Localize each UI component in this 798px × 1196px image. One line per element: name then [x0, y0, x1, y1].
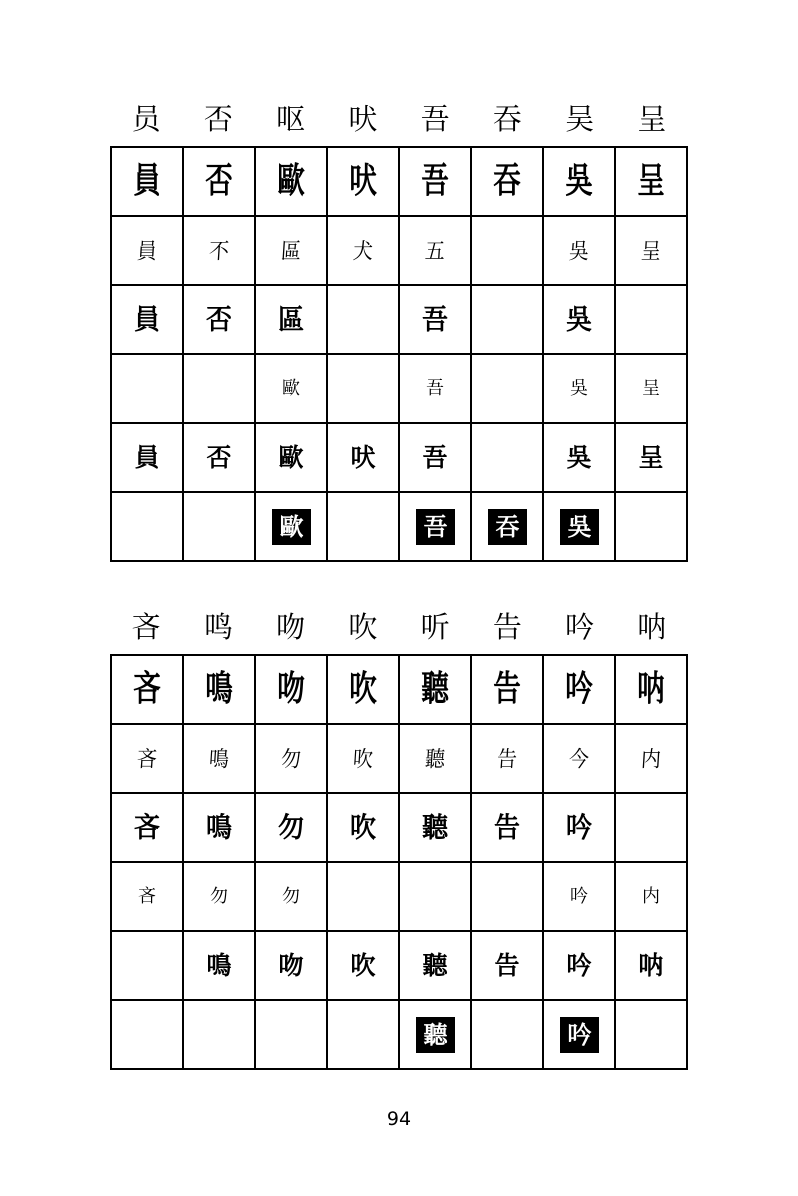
chart-cell — [544, 217, 616, 286]
chart-heading-row-2 — [110, 600, 688, 654]
chart-cell — [400, 217, 472, 286]
chart-cell — [184, 148, 256, 217]
glyph-seal: 吟 — [565, 668, 593, 710]
glyph-modern: 吟 — [566, 951, 592, 980]
glyph-seal: 員 — [133, 160, 161, 202]
chart-cell — [328, 217, 400, 286]
chart-cell — [400, 424, 472, 493]
glyph-oracle: 呈 — [640, 237, 662, 264]
glyph-oracle: 告 — [496, 745, 518, 772]
chart-cell — [256, 725, 328, 794]
chart-cell — [112, 932, 184, 1001]
glyph-oracle: 鳴 — [208, 745, 230, 772]
glyph-seal: 吞 — [493, 160, 521, 202]
chart-cell — [184, 1001, 256, 1070]
glyph-modern: 呐 — [638, 951, 664, 980]
glyph-seal: 歐 — [277, 160, 305, 202]
chart-cell — [184, 725, 256, 794]
chart-heading-cell: 吾 — [420, 101, 450, 136]
chart-cell — [112, 725, 184, 794]
glyph-bronze: 吹 — [349, 811, 376, 844]
chart-cell — [472, 217, 544, 286]
glyph-modern: 員 — [134, 443, 160, 472]
chart-cell — [184, 794, 256, 863]
glyph-bronze: 吳 — [565, 303, 592, 336]
glyph-bronze: 吝 — [133, 811, 160, 844]
glyph-modern: 吠 — [350, 443, 376, 472]
chart-heading-cell: 鸣 — [203, 609, 233, 644]
chart-cell — [256, 424, 328, 493]
glyph-seal: 否 — [205, 160, 233, 202]
chart-cell — [544, 286, 616, 355]
chart-cell — [328, 493, 400, 562]
glyph-small: 吳 — [570, 377, 588, 399]
chart-grid-2 — [110, 654, 688, 1070]
chart-cell — [616, 656, 688, 725]
glyph-modern: 否 — [206, 443, 232, 472]
character-chart-block-2 — [110, 600, 688, 1070]
chart-heading-cell: 吻 — [276, 609, 306, 644]
chart-cell — [256, 863, 328, 932]
glyph-stamp: 吾 — [416, 509, 455, 545]
glyph-seal: 呈 — [637, 160, 665, 202]
chart-cell — [544, 932, 616, 1001]
glyph-small: 歐 — [282, 377, 300, 399]
chart-cell — [616, 355, 688, 424]
chart-heading-cell: 吹 — [348, 609, 378, 644]
chart-cell — [112, 794, 184, 863]
chart-cell — [472, 286, 544, 355]
chart-cell — [328, 725, 400, 794]
glyph-bronze: 員 — [133, 303, 160, 336]
chart-cell — [184, 656, 256, 725]
glyph-oracle: 犬 — [352, 237, 374, 264]
chart-cell — [544, 794, 616, 863]
chart-cell — [256, 217, 328, 286]
glyph-oracle: 不 — [208, 237, 230, 264]
chart-cell — [400, 148, 472, 217]
chart-cell — [616, 493, 688, 562]
glyph-stamp: 歐 — [272, 509, 311, 545]
chart-cell — [400, 725, 472, 794]
chart-cell — [328, 863, 400, 932]
chart-cell — [184, 355, 256, 424]
glyph-stamp: 聽 — [416, 1017, 455, 1053]
chart-heading-cell: 呈 — [637, 101, 667, 136]
glyph-oracle: 吝 — [136, 745, 158, 772]
chart-cell — [400, 355, 472, 424]
chart-cell — [616, 1001, 688, 1070]
chart-cell — [544, 863, 616, 932]
chart-cell — [400, 286, 472, 355]
chart-cell — [112, 217, 184, 286]
chart-cell — [472, 656, 544, 725]
chart-cell — [400, 656, 472, 725]
chart-cell — [544, 148, 616, 217]
glyph-seal: 告 — [493, 668, 521, 710]
glyph-modern: 吳 — [566, 443, 592, 472]
chart-cell — [472, 725, 544, 794]
glyph-seal: 吠 — [349, 160, 377, 202]
glyph-seal: 吾 — [421, 160, 449, 202]
chart-cell — [544, 1001, 616, 1070]
chart-heading-cell: 否 — [203, 101, 233, 136]
chart-cell — [112, 355, 184, 424]
chart-cell — [400, 863, 472, 932]
chart-cell — [328, 148, 400, 217]
glyph-oracle: 内 — [640, 745, 662, 772]
glyph-small: 勿 — [282, 885, 300, 907]
chart-heading-cell: 告 — [492, 609, 522, 644]
page-number: 94 — [386, 1108, 412, 1130]
glyph-bronze: 否 — [205, 303, 232, 336]
glyph-seal: 吻 — [277, 668, 305, 710]
chart-cell — [400, 932, 472, 1001]
chart-cell — [400, 1001, 472, 1070]
chart-cell — [472, 1001, 544, 1070]
chart-cell — [544, 424, 616, 493]
chart-cell — [184, 493, 256, 562]
glyph-bronze: 吾 — [421, 303, 448, 336]
glyph-small: 吾 — [426, 377, 444, 399]
glyph-bronze: 聽 — [421, 811, 448, 844]
glyph-modern: 吾 — [422, 443, 448, 472]
glyph-modern: 鳴 — [206, 951, 232, 980]
chart-cell — [472, 932, 544, 1001]
chart-cell — [472, 794, 544, 863]
glyph-oracle: 今 — [568, 745, 590, 772]
chart-heading-cell: 听 — [420, 609, 450, 644]
chart-cell — [256, 932, 328, 1001]
glyph-oracle: 區 — [280, 237, 302, 264]
chart-cell — [112, 148, 184, 217]
chart-cell — [112, 863, 184, 932]
chart-heading-cell: 员 — [131, 101, 161, 136]
glyph-modern: 吹 — [350, 951, 376, 980]
chart-cell — [400, 493, 472, 562]
chart-cell — [112, 656, 184, 725]
glyph-small: 呈 — [642, 377, 660, 399]
chart-heading-cell: 吞 — [492, 101, 522, 136]
chart-cell — [472, 148, 544, 217]
chart-cell — [328, 1001, 400, 1070]
chart-heading-cell: 呕 — [276, 101, 306, 136]
chart-cell — [616, 794, 688, 863]
glyph-bronze: 吟 — [565, 811, 592, 844]
chart-heading-cell: 吴 — [565, 101, 595, 136]
chart-heading-cell: 吟 — [565, 609, 595, 644]
chart-cell — [616, 217, 688, 286]
chart-cell — [472, 493, 544, 562]
chart-cell — [112, 286, 184, 355]
chart-cell — [328, 424, 400, 493]
glyph-oracle: 吳 — [568, 237, 590, 264]
glyph-seal: 吹 — [349, 668, 377, 710]
chart-cell — [256, 1001, 328, 1070]
glyph-stamp: 吳 — [560, 509, 599, 545]
glyph-modern: 歐 — [278, 443, 304, 472]
glyph-small: 吟 — [570, 885, 588, 907]
chart-cell — [112, 493, 184, 562]
chart-cell — [184, 932, 256, 1001]
chart-cell — [544, 725, 616, 794]
chart-cell — [544, 493, 616, 562]
chart-grid-1 — [110, 146, 688, 562]
glyph-bronze: 勿 — [277, 811, 304, 844]
glyph-stamp: 吟 — [560, 1017, 599, 1053]
chart-heading-cell: 呐 — [637, 609, 667, 644]
chart-cell — [256, 493, 328, 562]
chart-cell — [256, 148, 328, 217]
glyph-small: 吝 — [138, 885, 156, 907]
chart-cell — [256, 656, 328, 725]
chart-cell — [616, 725, 688, 794]
chart-cell — [328, 355, 400, 424]
glyph-oracle: 勿 — [280, 745, 302, 772]
chart-cell — [328, 794, 400, 863]
chart-heading-cell: 吠 — [348, 101, 378, 136]
chart-cell — [472, 424, 544, 493]
chart-cell — [472, 355, 544, 424]
glyph-small: 内 — [642, 885, 660, 907]
chart-cell — [328, 932, 400, 1001]
chart-cell — [256, 286, 328, 355]
chart-cell — [112, 1001, 184, 1070]
chart-heading-cell: 吝 — [131, 609, 161, 644]
chart-cell — [184, 424, 256, 493]
chart-cell — [616, 932, 688, 1001]
character-chart-block-1 — [110, 92, 688, 562]
glyph-bronze: 區 — [277, 303, 304, 336]
chart-cell — [616, 424, 688, 493]
glyph-modern: 告 — [494, 951, 520, 980]
glyph-bronze: 告 — [493, 811, 520, 844]
glyph-modern: 聽 — [422, 951, 448, 980]
chart-cell — [616, 863, 688, 932]
chart-cell — [184, 217, 256, 286]
glyph-seal: 呐 — [637, 668, 665, 710]
glyph-small: 勿 — [210, 885, 228, 907]
glyph-stamp: 吞 — [488, 509, 527, 545]
glyph-oracle: 員 — [136, 237, 158, 264]
glyph-oracle: 五 — [424, 237, 446, 264]
chart-cell — [256, 794, 328, 863]
chart-heading-row-1 — [110, 92, 688, 146]
glyph-seal: 吳 — [565, 160, 593, 202]
chart-cell — [616, 148, 688, 217]
glyph-bronze: 鳴 — [205, 811, 232, 844]
glyph-seal: 聽 — [421, 668, 449, 710]
chart-cell — [184, 863, 256, 932]
chart-cell — [256, 355, 328, 424]
chart-cell — [400, 794, 472, 863]
chart-cell — [544, 656, 616, 725]
glyph-seal: 吝 — [133, 668, 161, 710]
glyph-modern: 吻 — [278, 951, 304, 980]
chart-cell — [472, 863, 544, 932]
chart-cell — [184, 286, 256, 355]
chart-cell — [616, 286, 688, 355]
chart-cell — [328, 286, 400, 355]
chart-cell — [112, 424, 184, 493]
chart-cell — [544, 355, 616, 424]
glyph-seal: 鳴 — [205, 668, 233, 710]
glyph-modern: 呈 — [638, 443, 664, 472]
glyph-oracle: 聽 — [424, 745, 446, 772]
glyph-oracle: 吹 — [352, 745, 374, 772]
chart-cell — [328, 656, 400, 725]
